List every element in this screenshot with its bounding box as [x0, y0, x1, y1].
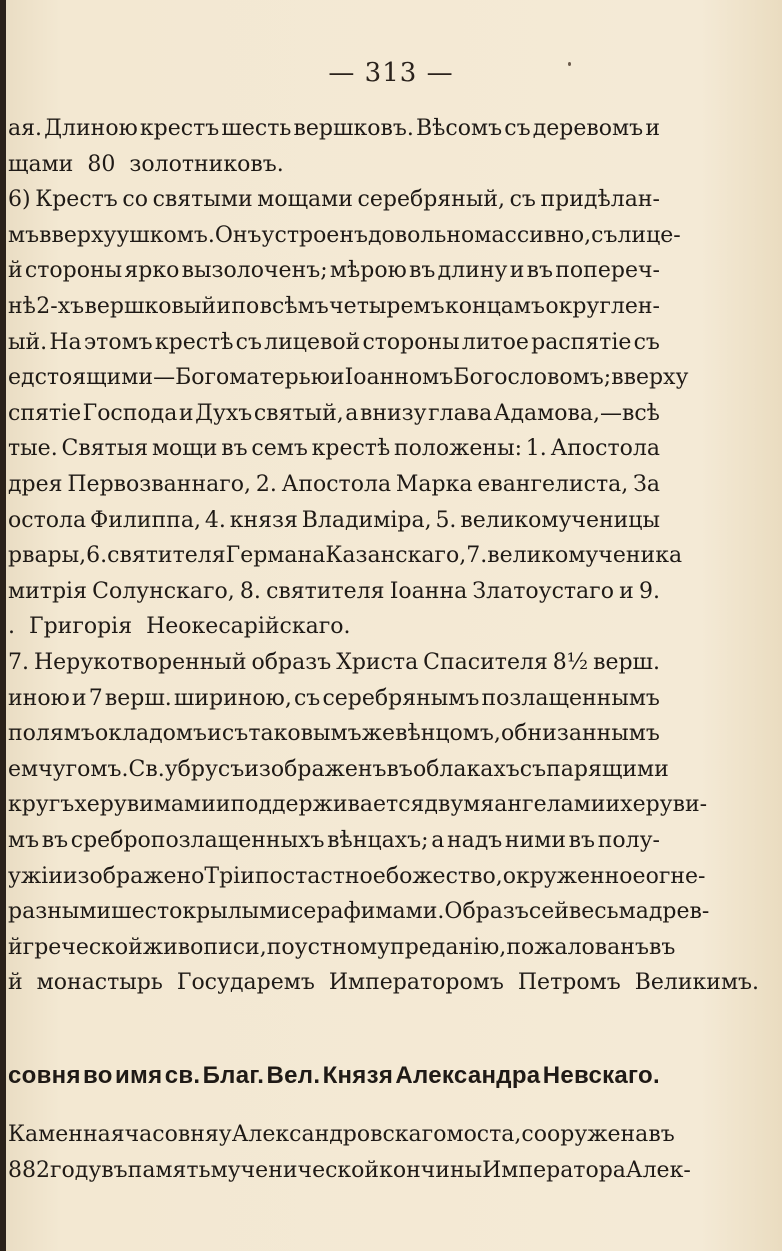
word: ушкомъ.	[116, 222, 215, 248]
word: Образъ	[444, 899, 529, 925]
word: этомъ	[83, 329, 153, 355]
word: й	[8, 970, 23, 996]
word: вверху	[611, 365, 689, 391]
word: весьма	[568, 899, 649, 925]
word: вѣнцомъ,	[395, 721, 501, 747]
word: божество,	[385, 863, 503, 889]
word: облакахъ	[412, 756, 520, 782]
word: по	[266, 934, 295, 960]
word: щами	[8, 151, 74, 177]
word: вершковъ.	[293, 116, 414, 141]
word: шириною,	[173, 685, 292, 711]
word: преданію,	[390, 934, 507, 960]
word: ужіи	[8, 863, 63, 889]
word: положены:	[394, 436, 522, 462]
heading-word: Александра	[395, 1062, 541, 1089]
word: сребропозлащенныхъ	[70, 828, 325, 853]
word: лице-	[617, 222, 681, 248]
word: мѣрою	[329, 258, 407, 284]
word: ая.	[8, 116, 42, 141]
word: тые.	[8, 436, 58, 462]
text-line	[8, 931, 676, 965]
text-line	[8, 753, 669, 787]
word: остола	[8, 507, 87, 533]
word: Христа	[336, 650, 419, 675]
word: Тріипостастное	[204, 863, 386, 889]
word: 7	[88, 685, 103, 711]
word: древ-	[648, 899, 710, 925]
text-line	[8, 539, 683, 573]
word: съ	[221, 721, 249, 747]
word: рвары,	[8, 543, 87, 569]
page-number-header: — 313 —	[328, 58, 454, 88]
word: й	[8, 934, 23, 960]
word: а	[345, 400, 359, 426]
word: Духъ	[195, 400, 253, 426]
word: по	[231, 294, 260, 319]
word: же	[361, 721, 395, 747]
word: вызолоченъ;	[181, 258, 328, 284]
word: 7.	[8, 650, 29, 675]
word: Длиною	[44, 116, 138, 141]
word: и	[215, 792, 231, 818]
word: митрія	[8, 578, 87, 604]
word: крестѣ	[154, 329, 234, 355]
word: святителя	[266, 578, 385, 604]
word: серебрянымъ	[322, 685, 480, 711]
word: и	[71, 685, 87, 711]
word: внизу	[359, 400, 427, 426]
word: поддерживается	[230, 792, 425, 818]
word: Неокесарійскаго.	[146, 614, 351, 640]
word: Крестъ	[35, 187, 118, 213]
word: 80	[87, 151, 116, 177]
word: шестокрылыми	[111, 899, 291, 925]
word: образъ	[251, 650, 332, 675]
word: мученической	[210, 1157, 380, 1183]
word: Первозваннаго,	[67, 472, 251, 497]
word: округлен-	[545, 294, 660, 319]
word: позлащеннымъ	[481, 685, 660, 711]
word: князя	[229, 507, 298, 533]
word: крестѣ	[311, 436, 391, 462]
word: надъ	[446, 828, 503, 853]
word: 6)	[8, 187, 31, 213]
word: Вѣсомъ	[415, 116, 503, 141]
word: святыми	[152, 187, 253, 213]
heading-word: во	[83, 1062, 113, 1089]
word: Онъ	[214, 222, 262, 248]
word: 2.	[255, 472, 277, 497]
word: Апостола	[281, 472, 392, 497]
word: таковымъ	[248, 721, 362, 747]
word: вершковый	[84, 294, 216, 319]
word: 882	[8, 1157, 50, 1183]
word: съ	[504, 116, 531, 141]
word: двумя	[424, 792, 495, 818]
word: 8.	[239, 578, 261, 604]
heading-word: Невскаго.	[542, 1062, 660, 1089]
section-heading	[8, 1054, 660, 1098]
word: святый,	[253, 400, 344, 426]
word: ярко	[124, 258, 180, 284]
word: въ	[648, 1122, 675, 1147]
word: всѣмъ	[259, 294, 329, 319]
word: Государемъ	[176, 970, 315, 996]
word: херуви-	[620, 792, 708, 818]
word: емчугомъ.	[8, 756, 129, 782]
word: полу-	[597, 828, 660, 853]
word: изображено	[62, 863, 205, 889]
word: 8½	[552, 650, 589, 675]
word: устному	[294, 934, 391, 960]
word: 9.	[638, 578, 660, 604]
word: глава	[428, 400, 493, 426]
word: концамъ	[444, 294, 545, 319]
word: сооружена	[521, 1122, 649, 1147]
word: окруженное	[502, 863, 646, 889]
word: Солунскаго,	[92, 578, 235, 604]
word: у	[218, 1122, 232, 1147]
text-line	[8, 183, 660, 217]
word: сей	[528, 899, 569, 925]
word: 1.	[525, 436, 547, 462]
word: стороны	[24, 258, 123, 284]
text-line	[8, 219, 681, 253]
word: Александровскаго	[231, 1122, 447, 1147]
text-line	[8, 148, 660, 182]
word: кончины	[379, 1157, 483, 1183]
word: Спасителя	[423, 650, 548, 675]
word: и	[605, 792, 621, 818]
word: Казанскаго,	[325, 543, 467, 569]
word: огне-	[645, 863, 706, 889]
text-line	[8, 397, 660, 431]
word: распятіе	[531, 329, 632, 355]
word: 5.	[435, 507, 457, 533]
text-line	[8, 788, 708, 822]
text-line	[8, 254, 660, 288]
word: въ	[386, 756, 413, 782]
word: и	[619, 578, 634, 604]
heading-word: имя	[115, 1062, 163, 1089]
word: мощи	[151, 436, 218, 462]
word: иною	[8, 685, 70, 711]
word: Императора	[482, 1157, 626, 1183]
word: году	[50, 1157, 102, 1183]
word: святителя	[107, 543, 226, 569]
word: съ	[591, 222, 618, 248]
word: устроенъ	[261, 222, 368, 248]
word: едстоящими—Богоматерью	[8, 365, 330, 391]
word: кругъ	[8, 792, 75, 818]
word: Алек-	[625, 1157, 691, 1183]
word: херувимами	[74, 792, 216, 818]
word: Марка	[395, 472, 473, 497]
text-line	[8, 504, 660, 538]
word: Господа	[82, 400, 178, 426]
word: съ	[293, 685, 321, 711]
word: въ	[648, 934, 676, 960]
word: обнизаннымъ	[501, 721, 660, 747]
word: деревомъ	[532, 116, 644, 141]
para2-line	[8, 1154, 691, 1188]
word: литое	[461, 329, 529, 355]
word: ый.	[8, 329, 48, 355]
word: а	[431, 828, 445, 853]
word: длину	[437, 258, 508, 284]
word: и	[329, 365, 345, 391]
text-line	[8, 682, 660, 716]
text-line	[8, 361, 689, 395]
word: мощами	[257, 187, 353, 213]
word: въ	[526, 258, 554, 284]
heading-word: Вел.	[266, 1062, 321, 1089]
word: въ	[409, 258, 436, 284]
para2-line	[8, 1118, 675, 1152]
word: стороны	[362, 329, 460, 355]
word: евангелиста,	[477, 472, 629, 497]
text-line	[8, 112, 660, 146]
heading-word: Благ.	[202, 1062, 265, 1089]
text-line	[8, 468, 660, 502]
word: изображенъ	[244, 756, 387, 782]
word: довольно	[368, 222, 475, 248]
word: съ	[519, 756, 547, 782]
word: монастырь	[36, 970, 163, 996]
word: Іоанна	[389, 578, 468, 604]
heading-word: совня	[8, 1062, 81, 1089]
text-line	[8, 966, 760, 1000]
word: Владиміра,	[301, 507, 432, 533]
word: й	[8, 258, 23, 284]
word: семъ	[251, 436, 308, 462]
word: 6.	[86, 543, 108, 569]
word: Григорія	[29, 614, 133, 640]
page-spine-edge	[0, 0, 6, 1251]
word: и	[216, 294, 232, 319]
word: и	[645, 116, 660, 141]
word: греческой	[22, 934, 143, 960]
word: Германа	[225, 543, 326, 569]
text-line	[8, 646, 660, 680]
word: нѣ	[8, 294, 36, 319]
word: со	[122, 187, 148, 213]
text-line	[8, 432, 660, 466]
word: убрусъ	[164, 756, 245, 782]
word: и	[207, 721, 222, 747]
word: Адамова,—всѣ	[493, 400, 660, 426]
word: шесть	[221, 116, 292, 141]
word: крестъ	[139, 116, 220, 141]
text-line	[8, 824, 660, 858]
word: попереч-	[555, 258, 660, 284]
word: Апостола	[550, 436, 660, 462]
word: придѣлан-	[540, 187, 660, 213]
word: серафимами.	[290, 899, 445, 925]
text-line	[8, 717, 660, 751]
word: верш.	[593, 650, 660, 675]
word: 7.	[466, 543, 488, 569]
word: ними	[504, 828, 567, 853]
text-line	[8, 575, 660, 609]
word: серебряный,	[357, 187, 505, 213]
word: Нерукотворенный	[33, 650, 247, 675]
word: великомученика	[487, 543, 683, 569]
word: часовня	[124, 1122, 219, 1147]
text-line	[8, 290, 660, 324]
word: золотниковъ.	[129, 151, 284, 177]
heading-word: св.	[164, 1062, 201, 1089]
word: верш.	[104, 685, 172, 711]
word: живописи,	[142, 934, 267, 960]
word: въ	[101, 1157, 128, 1183]
word: и	[178, 400, 194, 426]
word: вѣнцахъ;	[327, 828, 429, 853]
word: съ	[509, 187, 536, 213]
heading-word: Князя	[322, 1062, 394, 1089]
word: дрея	[8, 472, 63, 497]
word: спятіе	[8, 400, 82, 426]
word: .	[8, 614, 15, 640]
word: парящими	[546, 756, 669, 782]
word: въ	[221, 436, 248, 462]
word: четыремъ	[329, 294, 445, 319]
word: моста,	[446, 1122, 522, 1147]
word: мъ	[8, 828, 40, 853]
word: Св.	[128, 756, 165, 782]
text-line	[8, 860, 706, 894]
word: Петромъ	[517, 970, 621, 996]
word: вверху	[39, 222, 117, 248]
word: окладомъ	[94, 721, 207, 747]
word: Златоустаго	[472, 578, 614, 604]
word: пожалованъ	[506, 934, 649, 960]
word: 4.	[204, 507, 226, 533]
word: массивно,	[474, 222, 592, 248]
text-line	[8, 610, 660, 644]
word: Іоанномъ	[344, 365, 454, 391]
word: 2-хъ	[36, 294, 85, 319]
word: полямъ	[8, 721, 95, 747]
word: съ	[235, 329, 262, 355]
word: ангелами	[494, 792, 606, 818]
word: разными	[8, 899, 112, 925]
word: въ	[41, 828, 69, 853]
word: За	[633, 472, 660, 497]
word: мъ	[8, 222, 40, 248]
word: Святыя	[61, 436, 149, 462]
word: Каменная	[8, 1122, 125, 1147]
text-line	[8, 895, 710, 929]
word: Императоромъ	[328, 970, 504, 996]
word: великомученицы	[460, 507, 660, 533]
word: На	[49, 329, 82, 355]
text-line	[8, 326, 660, 360]
word: и	[509, 258, 525, 284]
word: память	[127, 1157, 211, 1183]
word: въ	[568, 828, 596, 853]
word: Филиппа,	[89, 507, 201, 533]
word: Богословомъ;	[453, 365, 612, 391]
word: лицевой	[264, 329, 361, 355]
word: съ	[633, 329, 660, 355]
word: Великимъ.	[634, 970, 760, 996]
